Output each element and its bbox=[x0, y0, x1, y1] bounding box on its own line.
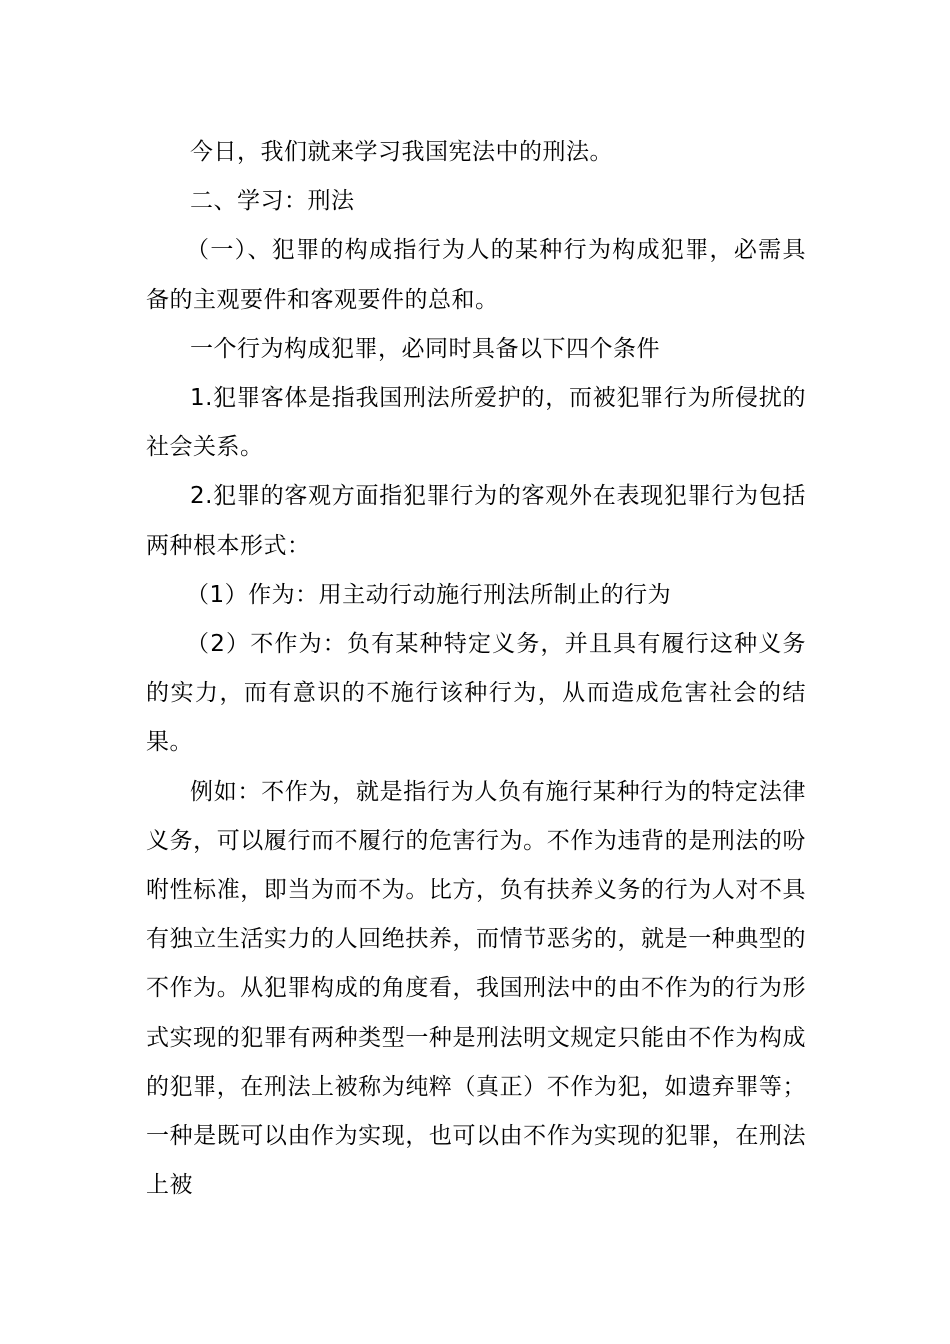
paragraph-intro: 今日，我们就来学习我国宪法中的刑法。 bbox=[190, 139, 613, 165]
paragraph-four-conditions: 一个行为构成犯罪，必同时具备以下四个条件 bbox=[190, 335, 660, 362]
paragraph-objective-aspect: 2.犯罪的客观方面指犯罪行为的客观外在表现犯罪行为包括两种根本形式： bbox=[146, 483, 806, 559]
section-heading-criminal-law: 二、学习：刑法 bbox=[190, 188, 355, 215]
paragraph-crime-constitution: （一）、犯罪的构成指行为人的某种行为构成犯罪，必需具备的主观要件和客观要件的总和。 bbox=[146, 237, 806, 313]
paragraph-act: （1）作为：用主动行动施行刑法所制止的行为 bbox=[186, 581, 672, 608]
paragraph-crime-object: 1.犯罪客体是指我国刑法所爱护的，而被犯罪行为所侵扰的社会关系。 bbox=[146, 385, 806, 461]
paragraph-omission: （2）不作为：负有某种特定义务，并且具有履行这种义务的实力，而有意识的不施行该种行为，从而造成危害社会的结果。 bbox=[146, 631, 806, 756]
paragraph-example: 例如：不作为，就是指行为人负有施行某种行为的特定法律义务，可以履行而不履行的危害行为。不作为违背的是刑法的吩咐性标准，即当为而不为。比方，负有扶养义务的行为人对不具有独立生活实力的人回绝扶养，而情节恶劣的，就是一种典型的不作为。从犯罪构成的角度看，我国刑法中的由不作为的行为形式实现的犯罪有两种类型一种是刑法明文规定只能由不作为构成的犯罪，在刑法上被称为纯粹（真正）不作为犯，如遗弃罪等；一种是既可以由作为实现，也可以由不作为实现的犯罪，在刑法上被 bbox=[146, 778, 806, 1199]
document-body bbox=[146, 128, 806, 1210]
